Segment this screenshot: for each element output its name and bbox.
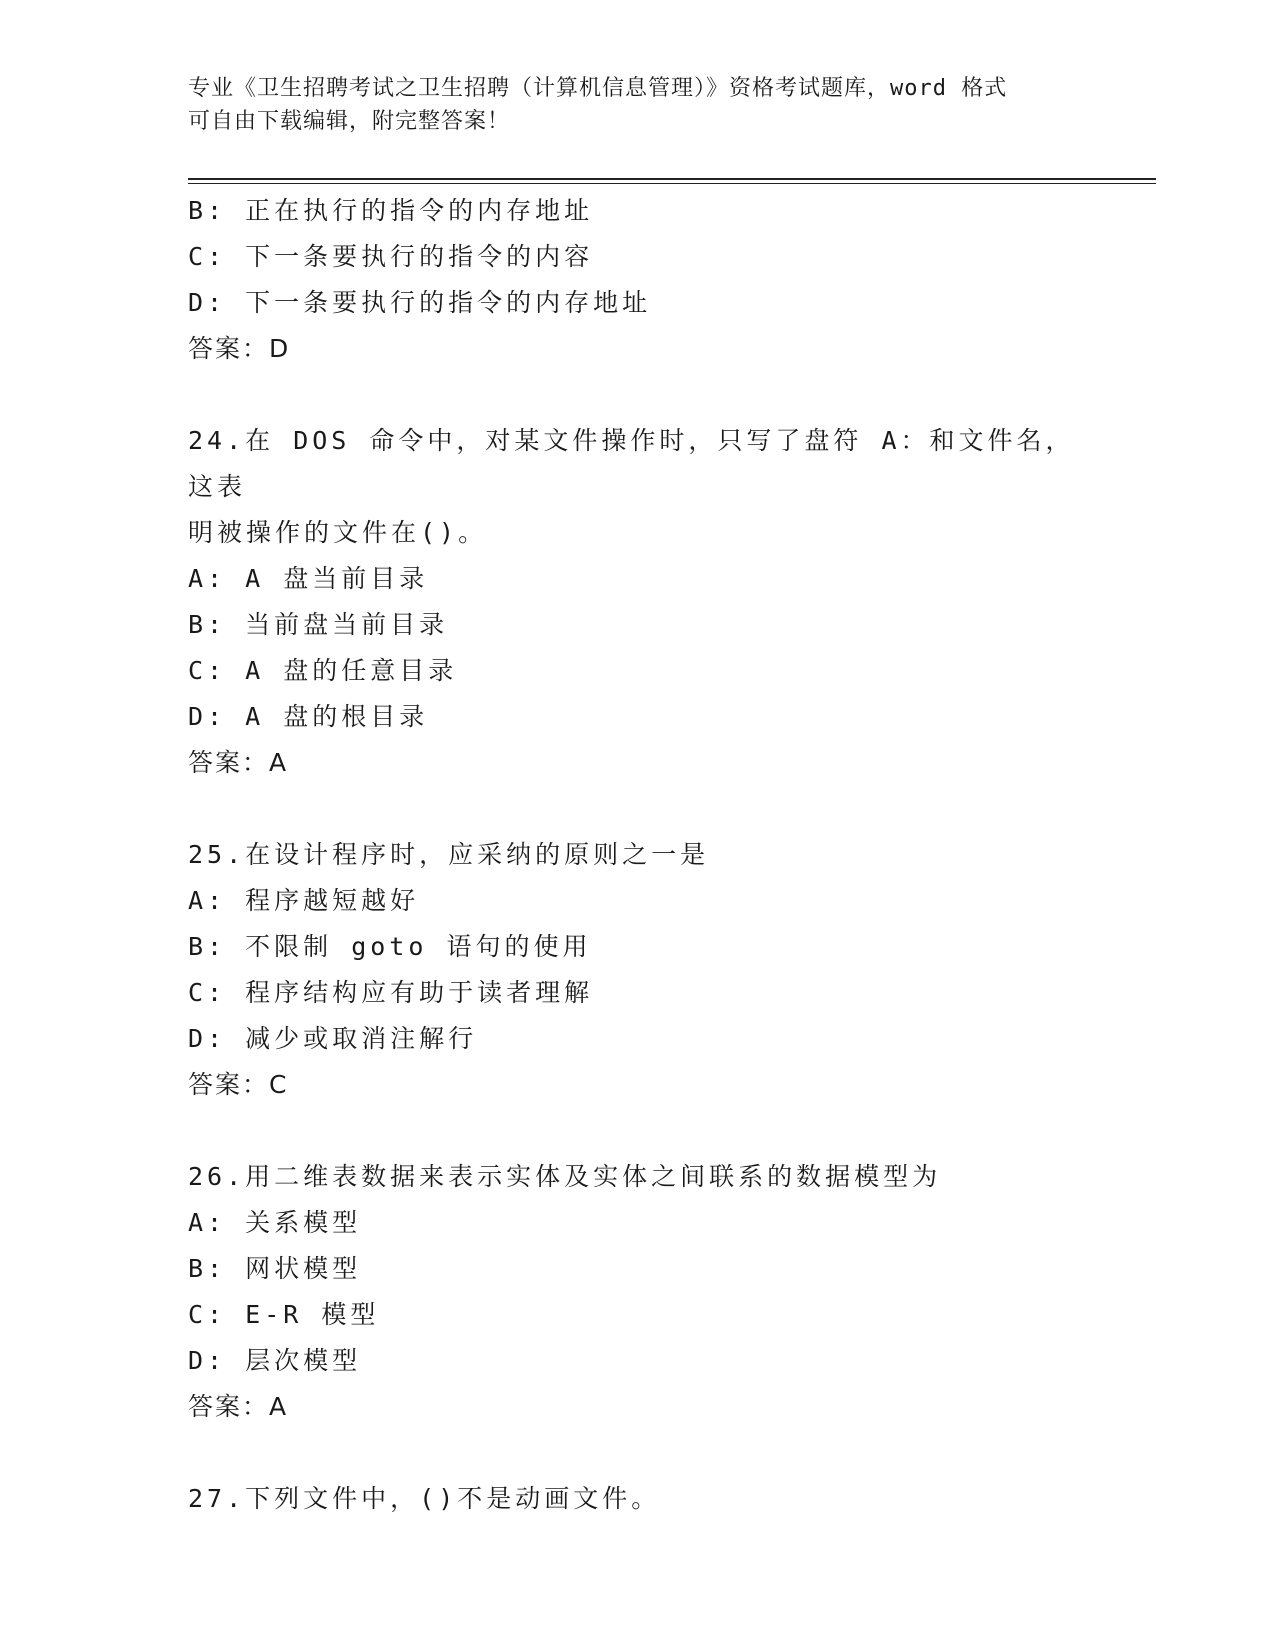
question-list — [188, 188, 1088, 1522]
option-b: B: 不限制 goto 语句的使用 — [188, 932, 592, 961]
answer: 答案：C — [188, 1070, 289, 1099]
header-divider-thin — [188, 183, 1156, 184]
option-b: B: 正在执行的指令的内存地址 — [188, 196, 594, 225]
question-stem-line-2: 明被操作的文件在()。 — [188, 518, 488, 547]
spacer — [188, 1108, 1088, 1154]
question-stem-line-1: 25.在设计程序时，应采纳的原则之一是 — [188, 840, 710, 869]
spacer — [188, 372, 1088, 418]
option-c: C: 程序结构应有助于读者理解 — [188, 978, 594, 1007]
answer: 答案：A — [188, 1392, 289, 1421]
question-stem-line-1: 24.在 DOS 命令中，对某文件操作时，只写了盘符 A：和文件名，这表 — [188, 426, 1075, 501]
question-23-tail — [188, 188, 1088, 372]
option-d: D: 层次模型 — [188, 1346, 362, 1375]
header-line-2: 可自由下载编辑，附完整答案！ — [188, 109, 511, 134]
option-c: C: E-R 模型 — [188, 1300, 380, 1329]
header-line-1: 专业《卫生招聘考试之卫生招聘（计算机信息管理）》资格考试题库，word 格式 — [188, 76, 1008, 101]
option-a: A: 程序越短越好 — [188, 886, 420, 915]
option-a: A: 关系模型 — [188, 1208, 362, 1237]
option-b: B: 网状模型 — [188, 1254, 362, 1283]
option-b: B: 当前盘当前目录 — [188, 610, 449, 639]
question-stem-line-1: 26.用二维表数据来表示实体及实体之间联系的数据模型为 — [188, 1162, 942, 1191]
question-stem-line-1: 27.下列文件中，()不是动画文件。 — [188, 1484, 661, 1513]
header-divider-thick — [188, 178, 1156, 180]
option-d: D: A 盘的根目录 — [188, 702, 429, 731]
option-c: C: 下一条要执行的指令的内容 — [188, 242, 594, 271]
question-24 — [188, 418, 1088, 786]
option-d: D: 下一条要执行的指令的内存地址 — [188, 288, 652, 317]
spacer — [188, 1430, 1088, 1476]
spacer — [188, 786, 1088, 832]
question-27 — [188, 1476, 1088, 1522]
answer: 答案：A — [188, 748, 289, 777]
option-a: A: A 盘当前目录 — [188, 564, 429, 593]
question-25 — [188, 832, 1088, 1108]
option-c: C: A 盘的任意目录 — [188, 656, 458, 685]
answer: 答案：D — [188, 334, 291, 363]
question-26 — [188, 1154, 1088, 1430]
document-header — [188, 72, 1088, 138]
option-d: D: 减少或取消注解行 — [188, 1024, 478, 1053]
